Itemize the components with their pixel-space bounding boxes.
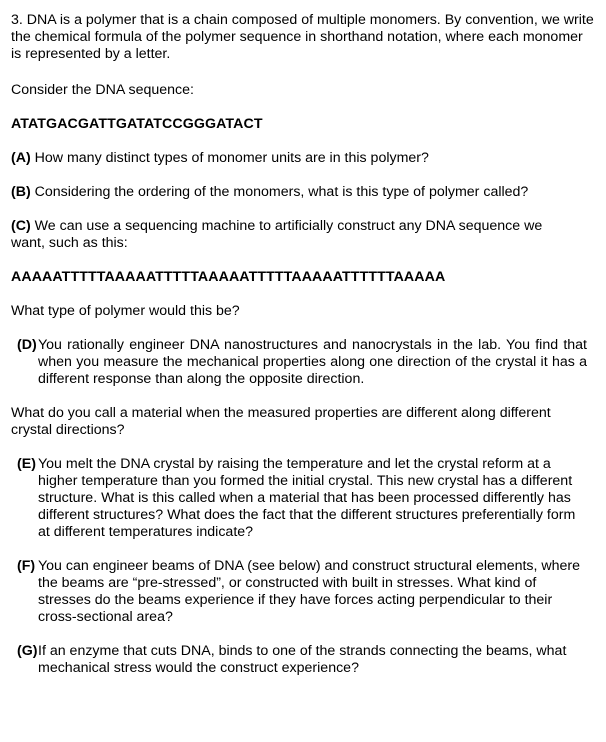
question-g-label: (G): [17, 643, 38, 659]
intro-paragraph: 3. DNA is a polymer that is a chain composed of multiple monomers. By convention, we write the chemical formula of the polymer sequence in shorthand notation, where each monomer is represented by a letter.: [11, 12, 594, 62]
question-f: [17, 558, 587, 626]
question-e: [17, 456, 587, 541]
question-a-text: How many distinct types of monomer units are in this polymer?: [30, 150, 429, 166]
consider-line: Consider the DNA sequence:: [11, 82, 194, 98]
question-d-label: (D): [17, 337, 37, 353]
question-d-text: You rationally engineer DNA nanostructures and nanocrystals in the lab. You find that when you measure the mechanical properties along one direction of the crystal it has a different response than along the opposite direction.: [38, 337, 587, 387]
question-f-label: (F): [17, 558, 36, 574]
dna-sequence-1: ATATGACGATTGATATCCGGGATACT: [11, 116, 263, 132]
question-g: [17, 643, 587, 677]
question-c-text: We can use a sequencing machine to artificially construct any DNA sequence we want, such as this:: [11, 218, 543, 251]
question-b-label: (B): [11, 184, 31, 200]
question-f-text: You can engineer beams of DNA (see below) and construct structural elements, where the beams are “pre-stressed”, or constructed with built in stresses. What kind of stresses do the beams experience if they have forces acting perpendicular to their cross-sectional area?: [38, 558, 581, 625]
question-g-text: If an enzyme that cuts DNA, binds to one of the strands connecting the beams, what mechanical stress would the construct experience?: [38, 643, 567, 676]
question-a-label: (A): [11, 150, 31, 166]
question-c-followup: What type of polymer would this be?: [11, 303, 240, 319]
question-b: [11, 184, 596, 201]
question-d: [17, 337, 587, 388]
question-a: [11, 150, 596, 167]
question-c: [11, 218, 571, 252]
question-e-text: You melt the DNA crystal by raising the temperature and let the crystal reform at a higher temperature than you formed the initial crystal. This new crystal has a different structure. What is this called when a material that has been processed differently has different structures? What does the fact that the different structures preferentially form at different temperatures indicate?: [38, 456, 576, 540]
question-e-label: (E): [17, 456, 36, 472]
dna-sequence-2: AAAAATTTTTAAAAATTTTTAAAAATTTTTAAAAATTTTTTAAAAA: [11, 269, 446, 285]
question-d-followup: What do you call a material when the measured properties are different along different crystal directions?: [11, 405, 551, 438]
question-b-text: Considering the ordering of the monomers, what is this type of polymer called?: [30, 184, 529, 200]
question-c-label: (C): [11, 218, 31, 234]
